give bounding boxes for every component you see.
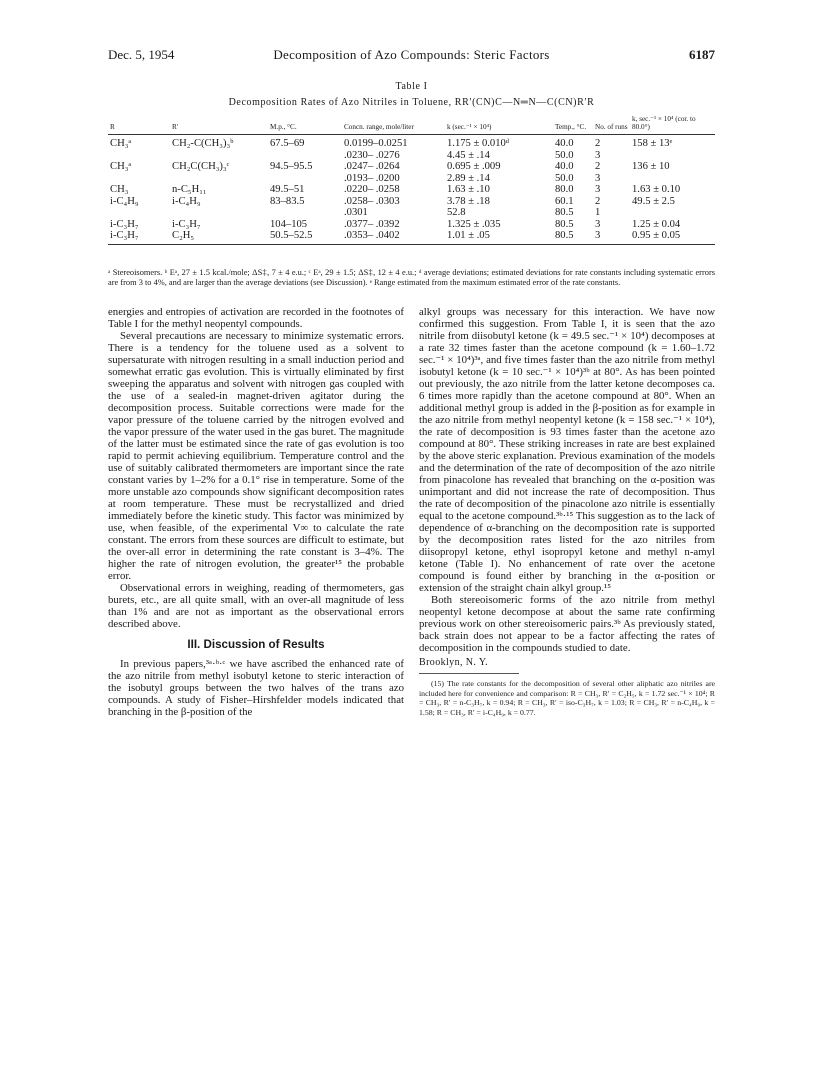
table-cell: .0193– .0200 (344, 172, 400, 184)
col-header: Temp., °C. (553, 115, 593, 135)
table-cell (630, 207, 715, 219)
col-header: No. of runs (593, 115, 630, 135)
running-header (108, 47, 715, 65)
table-cell: .0247– .0264 (344, 161, 400, 172)
table-body (108, 135, 715, 245)
table-row (108, 184, 715, 196)
table-cell: 1.01 ± .05 (445, 230, 553, 244)
table-cell: 2.89 ± .14 (447, 172, 490, 184)
table-cell: 0.95 ± 0.05 (630, 230, 715, 244)
table-cell (108, 207, 170, 219)
col-header: Concn. range, mole/liter (342, 115, 445, 135)
table-cell: i-C₃H₇ (172, 218, 201, 230)
section-heading: III. Discussion of Results (187, 638, 325, 651)
table-cell: CH₃ᵃ (110, 161, 132, 172)
table-cell: 0.695 ± .009 (447, 161, 501, 172)
table-row (108, 135, 715, 150)
table-cell: 2 (595, 138, 601, 149)
author-location: Brooklyn, N. Y. (419, 657, 489, 668)
table-cell: 40.0 (555, 161, 574, 172)
table-cell: CH₂C(CH₃)₃ᶜ (172, 161, 230, 172)
table-cell: 1.25 ± 0.04 (632, 218, 681, 230)
col-header: k, sec.⁻¹ × 10⁴ (cor. to 80.0°) (630, 115, 715, 135)
table-cell: 49.5–51 (270, 184, 305, 195)
table-cell: 3 (595, 149, 601, 161)
table-row (108, 150, 715, 162)
table-cell: .0230– .0276 (344, 149, 400, 161)
paragraph: Both stereoisomeric forms of the azo nitrile from methyl neopentyl ketone decompose at about the same rate confirming previous work on other stereoisomeric pairs.³ᵇ As previously stated, back strain does not appear to be a factor affecting the rates of decomposition in the compounds studied to date. (419, 594, 715, 654)
table-cell: 49.5 ± 2.5 (632, 195, 675, 207)
table-cell: 80.5 (555, 207, 574, 218)
table-cell (108, 173, 170, 185)
table-cell: CH₃ (110, 184, 129, 195)
table-cell: 50.0 (555, 172, 574, 184)
table-cell: 80.0 (555, 184, 574, 195)
header-page-number: 6187 (689, 47, 715, 62)
col-header: R′ (170, 115, 268, 135)
table-row (108, 207, 715, 219)
table-cell (268, 207, 342, 219)
table-cell: 94.5–95.5 (270, 161, 313, 172)
table-cell: 3.78 ± .18 (447, 195, 490, 207)
table-cell: .0301 (344, 207, 368, 218)
table-label: Table I (395, 81, 428, 92)
table-cell (108, 150, 170, 162)
table-cell (268, 173, 342, 185)
table-row (108, 196, 715, 208)
paragraph: In previous papers,³ᵃ·ᵇ·ᶜ we have ascribed the enhanced rate of the azo nitrile from methyl isobutyl ketone to steric interaction of the isobutyl groups between the two halves of the trans azo compounds. A study of Fisher–Hirshfelder models indicated that branching in the β-position of the (108, 658, 404, 718)
table-header-row (108, 115, 715, 135)
table-cell: 0.0199–0.0251 (344, 138, 408, 149)
table-cell: .0353– .0402 (342, 230, 445, 244)
table-cell: 136 ± 10 (632, 161, 670, 172)
table-cell (170, 207, 268, 219)
table-cell: CH₃ᵃ (110, 138, 132, 149)
table-cell: 80.5 (553, 230, 593, 244)
table-cell: 80.5 (555, 218, 574, 230)
footnote-divider (419, 673, 519, 674)
table-cell: 4.45 ± .14 (447, 149, 490, 161)
col-header: M.p., °C. (268, 115, 342, 135)
table-cell (268, 150, 342, 162)
table-cell: 2 (595, 195, 601, 207)
table-cell: 158 ± 13ᵉ (632, 138, 673, 149)
table-cell: 50.5–52.5 (268, 230, 342, 244)
table-cell: i-C₃H₇ (110, 218, 139, 230)
paragraph: alkyl groups was necessary for this interaction. We have now confirmed this suggestion. From Table I, it is seen that the azo nitrile from diisobutyl ketone (k = 49.5 sec.⁻¹ × 10⁴) decomposes at a rate 32 times faster than the acetone compound (k = 1.60–1.72 sec.⁻¹ × 10⁴)³ᵃ, and five times faster than the azo nitrile from methyl isobutyl ketone (k = 10 sec.⁻¹ × 10⁴)³ᵇ at 80°. As has been pointed out previously, the azo nitrile from the latter ketone decomposes ca. 6 times more rapidly than the acetone compound at 80°. When an additional methyl group is added in the β-position as for example in the azo nitrile from methyl neopentyl ketone (k = 158 sec.⁻¹ × 10⁴), the rate of decomposition is 93 times faster than the acetone azo compound at 80°. These striking increases in rate are best explained by the above steric explanation. Previous examination of the models and the determination of the rate of decomposition of the azo nitrile from pinacolone has revealed that branching on the α-position was unimportant and did not increase the rate of decomposition. Thus the rate of decomposition of the pinacolone azo nitrile is essentially equal to the acetone compound.³ᵇ·¹⁵ This suggestion as to the lack of dependence of α-branching on the decomposition rate is supported by the decomposition rates listed for the azo nitriles from diisopropyl ketone, ethyl isopropyl ketone and methyl n-amyl ketone (Table I). No enhancement of rate over the acetone compound is found either by branching in the α-position or extension of the straight chain alkyl group.¹⁵ (419, 306, 715, 594)
table-cell: .0220– .0258 (344, 184, 400, 195)
table-cell (170, 150, 268, 162)
header-running-title: Decomposition of Azo Compounds: Steric Factors (273, 47, 550, 62)
table-cell (630, 150, 715, 162)
table-cell: 40.0 (555, 138, 574, 149)
col-header: R (108, 115, 170, 135)
col-header: k (sec.⁻¹ × 10⁴) (445, 115, 553, 135)
table-caption: Decomposition Rates of Azo Nitriles in Toluene, RR′(CN)C—N═N—C(CN)R′R (228, 97, 595, 108)
table-cell: 3 (593, 230, 630, 244)
table-cell: .0258– .0303 (344, 195, 400, 207)
table-cell: i-C₄H₉ (172, 195, 201, 207)
table-cell: CH₂-C(CH₃)₃ᵇ (172, 138, 234, 149)
table-cell: 60.1 (555, 195, 574, 207)
footnote-15: (15) The rate constants for the decomposition of several other aliphatic azo nitriles are included here for convenience and comparison: R = CH₃, R′ = C₂H₅, k = 1.72 sec.⁻¹ × 10⁴; R = CH₃, R′ = n-C₃H₇, k = 0.94; R = CH₃, R′ = iso-C₃H₇, k = 1.03; R = CH₃, R′ = n-C₄H₉, k = 1.58; R = CH₃, R′ = i-C₄H₉, k = 0.77. (419, 679, 715, 717)
table-cell: 1.63 ± 0.10 (632, 184, 681, 195)
table-cell: 52.8 (447, 207, 466, 218)
left-column (108, 306, 404, 718)
table-cell: 104–105 (270, 218, 308, 230)
rate-table (108, 115, 715, 245)
table-footnote: ᵃ Stereoisomers. ᵇ Eᵃ, 27 ± 1.5 kcal./mole; ΔS‡, 7 ± 4 e.u.; ᶜ Eᵃ, 29 ± 1.5; ΔS‡, 12 ± 4 e.u.; ᵈ average deviations; estimated deviations for rate constants including systematic errors are from 3 to 4%, and are larger than the average deviations (see Discussion). ᵉ Range estimated from the maximum estimated error of the rate constants. (108, 268, 715, 287)
table-cell: n-C₅H₁₁ (172, 184, 207, 195)
table-cell: 3 (595, 184, 601, 195)
table-row (108, 219, 715, 231)
table-cell: 3 (595, 218, 601, 230)
table-row (108, 173, 715, 185)
paragraph: Several precautions are necessary to minimize systematic errors. There is a tendency for the toluene used as a solvent to supersaturate with nitrogen resulting in a small induction period and somewhat erratic gas evolution. This is virtually eliminated by first sweeping the apparatus and solvent with nitrogen gas coupled with the use of a sealed-in magnet-driven agitator during the decomposition process. Suitable corrections were made for the vapor pressure of the toluene carried by the nitrogen evolved and the vapor pressure of the water used in the gas buret. The magnitude of the latter must be estimated since the rate of gas evolution is too rapid to permit achieving equilibrium. Temperature control and the use of suitably calibrated thermometers are important since the rate constant varies by 1–2% for a 0.1° rise in temperature. Some of the more unstable azo compounds show significant decomposition rates at room temperature. These must be recrystallized and dried immediately before the kinetic study. This factor was minimized by use, when feasible, of the experimental V∞ to calculate the rate constant. The errors from these sources are difficult to estimate, but the over-all error in determining the rate constant is 3–4%. The higher the rate of nitrogen evolution, the greater¹⁵ the probable error. (108, 330, 404, 582)
table-cell: 3 (595, 172, 601, 184)
table-cell (170, 173, 268, 185)
table-cell: 1.325 ± .035 (447, 218, 501, 230)
table-cell: 83–83.5 (270, 195, 305, 207)
table-cell (630, 173, 715, 185)
table-cell: .0377– .0392 (344, 218, 400, 230)
table-cell: i-C₃H₇ (108, 230, 170, 244)
table-cell: 1 (595, 207, 601, 218)
paragraph: energies and entropies of activation are recorded in the footnotes of Table I for the methyl neopentyl compounds. (108, 306, 404, 330)
table-cell: 1.175 ± 0.010ᵈ (447, 138, 510, 149)
table-cell: i-C₄H₉ (110, 195, 139, 207)
header-date: Dec. 5, 1954 (108, 47, 175, 62)
table-cell: C₂H₅ (170, 230, 268, 244)
paragraph: Observational errors in weighing, reading of thermometers, gas burets, etc., are all quite small, with an over-all magnitude of less than 1% and are not as important as the observational errors described above. (108, 582, 404, 630)
table-row (108, 230, 715, 244)
table-cell: 67.5–69 (270, 138, 305, 149)
table-cell: 50.0 (555, 149, 574, 161)
table-cell: 2 (595, 161, 601, 172)
table-cell: 1.63 ± .10 (447, 184, 490, 195)
table-row (108, 161, 715, 173)
right-column (419, 306, 715, 717)
